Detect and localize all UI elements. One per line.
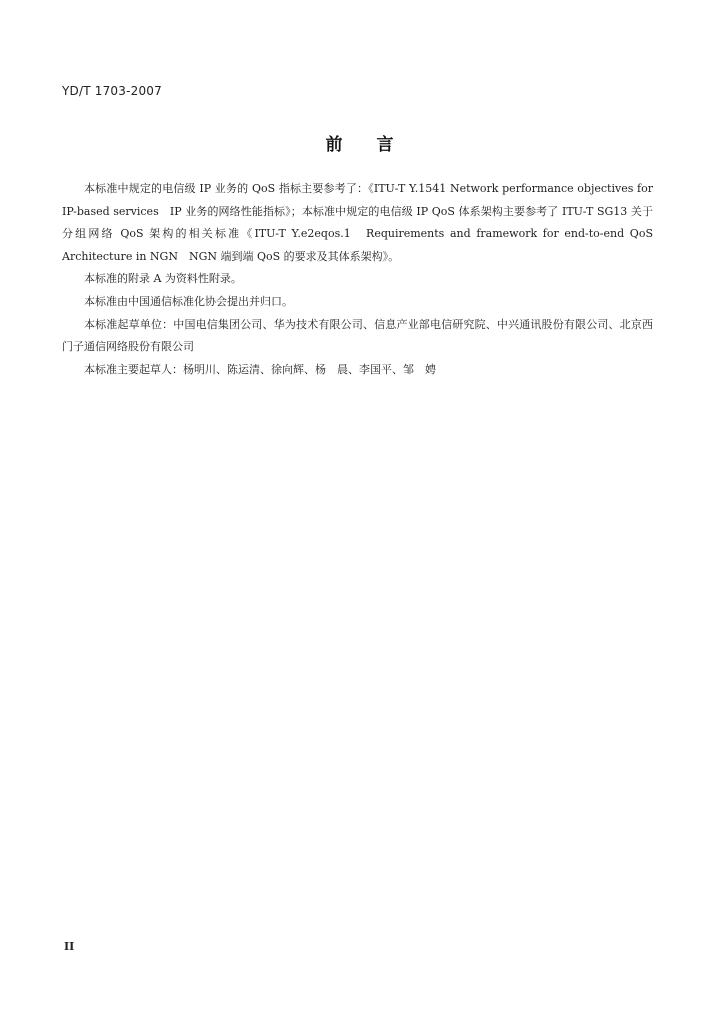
- title-part-1: 前: [325, 135, 343, 155]
- title-part-2: 言: [376, 135, 394, 155]
- page-number: II: [64, 940, 75, 953]
- paragraph-references: 本标准中规定的电信级 IP 业务的 QoS 指标主要参考了：《ITU-T Y.1541 Network performance objectives for IP-based services IP 业务的网络性能指标》；本标准中规定的电信级 IP QoS 体系架构主要参考了 ITU-T SG13 关于分组网络 QoS 架构的相关标准《ITU-T Y.e2eqos.1 Requirements and framework for end-to-end QoS Architecture in NGN NGN 端到端 QoS 的要求及其体系架构》。: [62, 182, 653, 263]
- standard-code: YD/T 1703-2007: [62, 84, 162, 98]
- paragraph-drafters: 本标准主要起草人：杨明川、陈运清、徐向辉、杨 晨、李国平、邹 娉: [84, 362, 436, 376]
- paragraph-appendix: 本标准的附录 A 为资料性附录。: [84, 272, 242, 286]
- paragraph-proposer: 本标准由中国通信标准化协会提出并归口。: [84, 294, 293, 308]
- page-title: [0, 130, 719, 155]
- paragraph-drafting-units: 本标准起草单位：中国电信集团公司、华为技术有限公司、信息产业部电信研究院、中兴通讯股份有限公司、北京西门子通信网络股份有限公司: [62, 317, 653, 354]
- document-body: [62, 178, 653, 381]
